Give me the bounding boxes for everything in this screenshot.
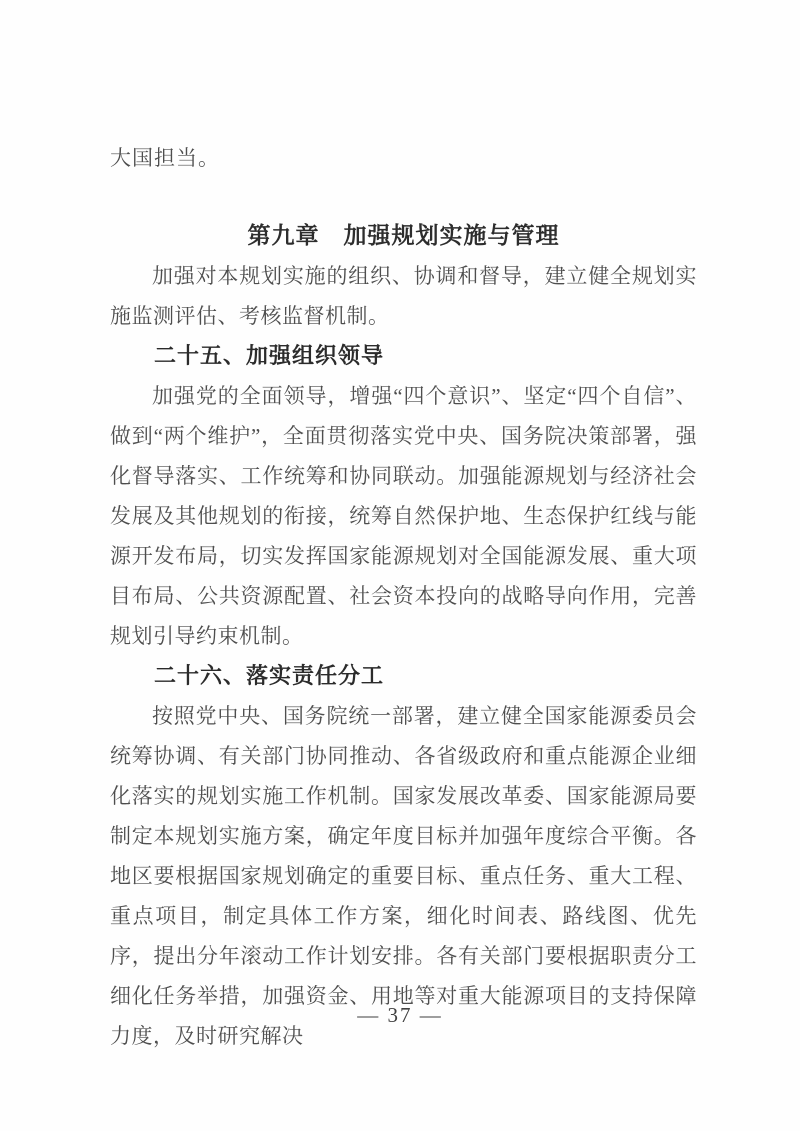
page-number: — 37 — bbox=[357, 1003, 443, 1027]
section-26-paragraph: 按照党中央、国务院统一部署，建立健全国家能源委员会统筹协调、有关部门协同推动、各省级政府和重点能源企业细化落实的规划实施工作机制。国家发展改革委、国家能源局要制定本规划实施方案，确定年度目标并加强年度综合平衡。各地区要根据国家规划确定的重要目标、重点任务、重大工程、重点项目，制定具体工作方案，细化时间表、路线图、优先序，提出分年滚动工作计划安排。各有关部门要根据职责分工细化任务举措，加强资金、用地等对重大能源项目的支持保障力度，及时研究解决 bbox=[110, 704, 697, 1048]
section-heading-26: 二十六、落实责任分工 bbox=[154, 663, 385, 688]
chapter-heading: 第九章 加强规划实施与管理 bbox=[247, 223, 560, 248]
chapter-intro-paragraph: 加强对本规划实施的组织、协调和督导，建立健全规划实施监测评估、考核监督机制。 bbox=[110, 264, 697, 328]
trailing-paragraph-line: 大国担当。 bbox=[110, 146, 220, 170]
section-25-paragraph: 加强党的全面领导，增强“四个意识”、坚定“四个自信”、做到“两个维护”，全面贯彻落实党中央、国务院决策部署，强化督导落实、工作统筹和协同联动。加强能源规划与经济社会发展及其他规划的衔接，统筹自然保护地、生态保护红线与能源开发布局，切实发挥国家能源规划对全国能源发展、重大项目布局、公共资源配置、社会资本投向的战略导向作用，完善规划引导约束机制。 bbox=[110, 384, 697, 648]
section-heading-25: 二十五、加强组织领导 bbox=[154, 343, 385, 368]
